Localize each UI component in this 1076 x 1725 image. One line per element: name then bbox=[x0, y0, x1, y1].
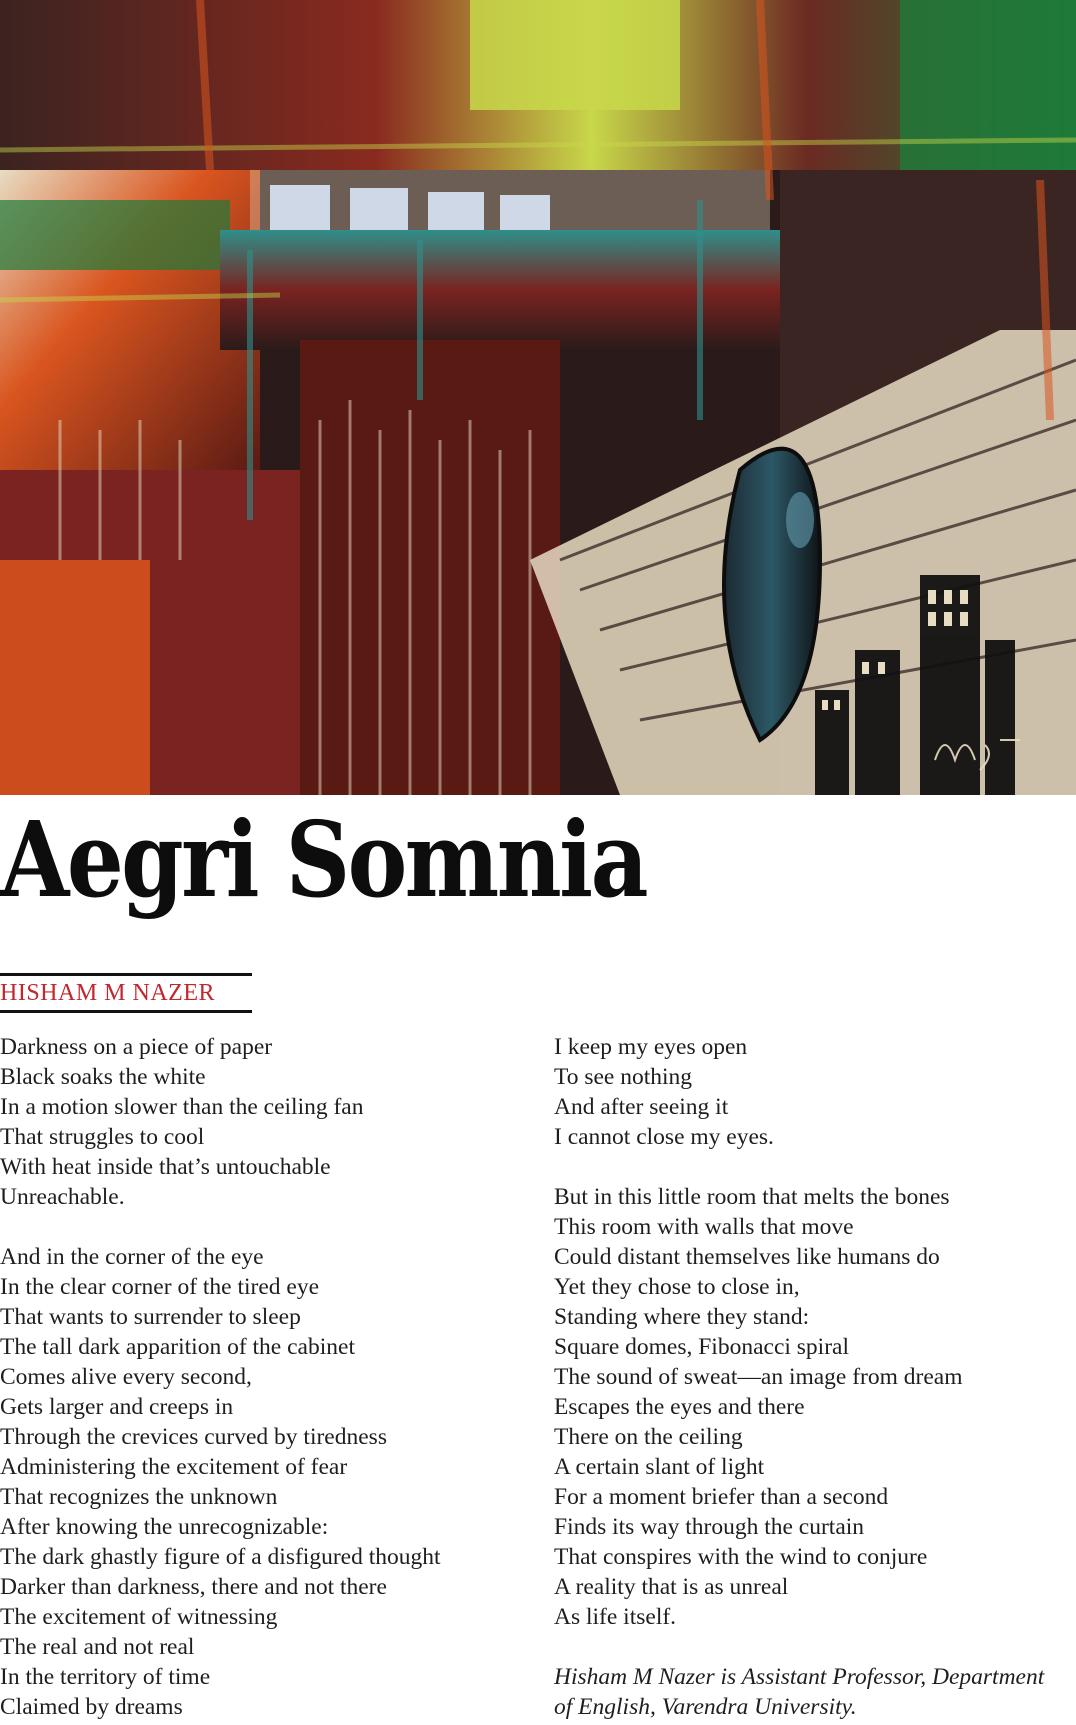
poem-line: Claimed by dreams bbox=[0, 1694, 183, 1720]
author-byline: HISHAM M NAZER bbox=[0, 973, 252, 1013]
poem-line: And in the corner of the eye bbox=[0, 1244, 264, 1270]
poem-line: I keep my eyes open bbox=[554, 1034, 748, 1060]
poem-line: Yet they chose to close in, bbox=[554, 1274, 800, 1300]
poem-column-left bbox=[0, 1032, 540, 1722]
poem-line: In the territory of time bbox=[0, 1664, 211, 1690]
poem-line: In a motion slower than the ceiling fan bbox=[0, 1094, 364, 1120]
poem-line: Square domes, Fibonacci spiral bbox=[554, 1334, 849, 1360]
poem-artwork bbox=[0, 0, 1076, 795]
poem-line: Escapes the eyes and there bbox=[554, 1394, 805, 1420]
stanza-break bbox=[554, 1632, 1076, 1662]
poem-line: In the clear corner of the tired eye bbox=[0, 1274, 320, 1300]
poem-line: Comes alive every second, bbox=[0, 1364, 252, 1390]
poem-line: The excitement of witnessing bbox=[0, 1604, 278, 1630]
poem-line: A certain slant of light bbox=[554, 1454, 765, 1480]
poem-line: That conspires with the wind to conjure bbox=[554, 1544, 928, 1570]
poem-line: As life itself. bbox=[554, 1604, 677, 1630]
poem-line: Darker than darkness, there and not there bbox=[0, 1574, 387, 1600]
poem-line: The dark ghastly figure of a disfigured thought bbox=[0, 1544, 441, 1570]
poem-line: But in this little room that melts the bones bbox=[554, 1184, 950, 1210]
poem-line: Black soaks the white bbox=[0, 1064, 206, 1090]
poem-line: There on the ceiling bbox=[554, 1424, 743, 1450]
poem-line: With heat inside that’s untouchable bbox=[0, 1154, 331, 1180]
poem-right-lines bbox=[554, 1032, 1076, 1662]
poem-line: This room with walls that move bbox=[554, 1214, 854, 1240]
poem-column-right bbox=[554, 1032, 1076, 1722]
poem-line: Unreachable. bbox=[0, 1184, 125, 1210]
poem-line: Through the crevices curved by tiredness bbox=[0, 1424, 387, 1450]
poem-line: Could distant themselves like humans do bbox=[554, 1244, 940, 1270]
poem-line: That wants to surrender to sleep bbox=[0, 1304, 301, 1330]
poem-line: A reality that is as unreal bbox=[554, 1574, 789, 1600]
poem-line: Administering the excitement of fear bbox=[0, 1454, 348, 1480]
poem-line: To see nothing bbox=[554, 1064, 693, 1090]
poem-line: Standing where they stand: bbox=[554, 1304, 810, 1330]
poem-line: Finds its way through the curtain bbox=[554, 1514, 865, 1540]
poem-line: That recognizes the unknown bbox=[0, 1484, 278, 1510]
poem-line: After knowing the unrecognizable: bbox=[0, 1514, 329, 1540]
poem-line: That struggles to cool bbox=[0, 1124, 205, 1150]
stanza-break bbox=[0, 1212, 540, 1242]
poem-line: And after seeing it bbox=[554, 1094, 729, 1120]
poem-line: Gets larger and creeps in bbox=[0, 1394, 234, 1420]
poem-line: For a moment briefer than a second bbox=[554, 1484, 889, 1510]
poem-line: Darkness on a piece of paper bbox=[0, 1034, 273, 1060]
stanza-break bbox=[554, 1152, 1076, 1182]
author-bio: Hisham M Nazer is Assistant Professor, Department of English, Varendra University. bbox=[554, 1664, 1045, 1720]
poem-line: I cannot close my eyes. bbox=[554, 1124, 774, 1150]
abstract-painting bbox=[0, 0, 1076, 795]
poem-line: The real and not real bbox=[0, 1634, 195, 1660]
poem-line: The sound of sweat—an image from dream bbox=[554, 1364, 963, 1390]
poem-title: Aegri Somnia bbox=[0, 798, 646, 921]
poem-line: The tall dark apparition of the cabinet bbox=[0, 1334, 355, 1360]
